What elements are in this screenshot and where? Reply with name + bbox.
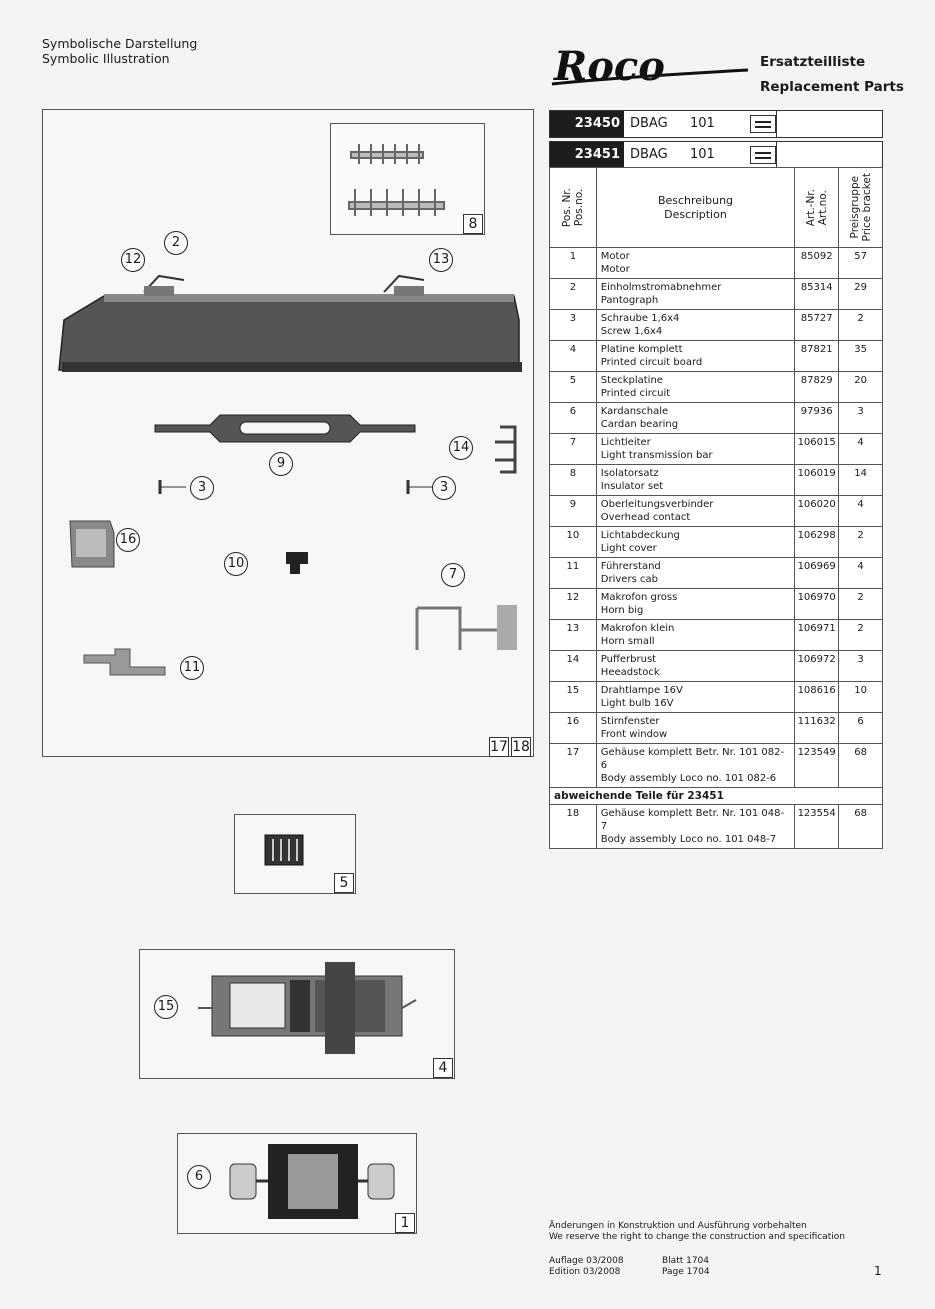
- description-en: Overhead contact: [600, 512, 691, 523]
- locomotive-body: [44, 270, 534, 390]
- pos-number: 7: [550, 434, 597, 465]
- description: [596, 682, 794, 713]
- description-en: Horn small: [600, 636, 655, 647]
- description-de: Makrofon klein: [600, 623, 675, 634]
- description-de: Pufferbrust: [600, 654, 657, 665]
- pos-number: 5: [550, 372, 597, 403]
- table-row: [550, 805, 883, 849]
- description-en: Light bulb 16V: [600, 698, 674, 709]
- title-en: Replacement Parts: [760, 79, 904, 95]
- description: [596, 372, 794, 403]
- description-en: Horn big: [600, 605, 644, 616]
- callout-11: 11: [180, 656, 204, 680]
- article-number: 87829: [795, 372, 839, 403]
- table-row: [550, 403, 883, 434]
- callout-14: 14: [449, 436, 473, 460]
- article-number: 106020: [795, 496, 839, 527]
- sheet-en: Page 1704: [662, 1267, 710, 1277]
- overhead-contact-drawing: [150, 410, 420, 450]
- description-de: Steckplatine: [600, 375, 663, 386]
- price-bracket: 4: [839, 434, 883, 465]
- description-en: Motor: [600, 264, 630, 275]
- header-left: [42, 36, 197, 66]
- model-row-23451: [549, 141, 883, 169]
- table-row: [550, 744, 883, 788]
- description: [596, 558, 794, 589]
- description: [596, 496, 794, 527]
- description-en: Heeadstock: [600, 667, 660, 678]
- callout-9: 9: [269, 452, 293, 476]
- description-en: Insulator set: [600, 481, 664, 492]
- pos-number: 17: [550, 744, 597, 788]
- box-label-18: 18: [512, 739, 530, 755]
- callout-15: 15: [154, 995, 178, 1019]
- description-de: Motor: [600, 251, 630, 262]
- price-bracket: 2: [839, 589, 883, 620]
- pos-number: 16: [550, 713, 597, 744]
- footer-sheet: [662, 1256, 710, 1278]
- pos-number: 14: [550, 651, 597, 682]
- table-row: [550, 589, 883, 620]
- table-row: [550, 620, 883, 651]
- drivers-cab-drawing: [80, 645, 180, 680]
- description-de: Oberleitungsverbinder: [600, 499, 714, 510]
- table-header-row: [550, 168, 883, 248]
- description: [596, 744, 794, 788]
- motor-box: [177, 1133, 417, 1234]
- pos-number: 11: [550, 558, 597, 589]
- description-de: Platine komplett: [600, 344, 683, 355]
- article-number: 85727: [795, 310, 839, 341]
- pos-number: 1: [550, 248, 597, 279]
- description: [596, 465, 794, 496]
- description-de: Schraube 1,6x4: [600, 313, 680, 324]
- price-bracket: 35: [839, 341, 883, 372]
- equals-icon: [750, 115, 776, 133]
- price-bracket: 68: [839, 805, 883, 849]
- price-bracket: 4: [839, 496, 883, 527]
- light-cover-drawing: [282, 548, 312, 576]
- article-number: 123549: [795, 744, 839, 788]
- article-number: 106015: [795, 434, 839, 465]
- callout-2: 2: [164, 231, 188, 255]
- article-number: 106971: [795, 620, 839, 651]
- table-row: [550, 496, 883, 527]
- description-de: Isolatorsatz: [600, 468, 659, 479]
- description-de: Makrofon gross: [600, 592, 678, 603]
- callout-6: 6: [187, 1165, 211, 1189]
- callout-10: 10: [224, 552, 248, 576]
- pos-number: 10: [550, 527, 597, 558]
- col-art-header: Art.-Nr. Art.no.: [795, 168, 839, 248]
- note-de: Änderungen in Konstruktion und Ausführung vorbehalten: [549, 1221, 807, 1231]
- table-row: [550, 682, 883, 713]
- article-number: 106298: [795, 527, 839, 558]
- description: [596, 341, 794, 372]
- description-en: Body assembly Loco no. 101 048-7: [600, 834, 777, 845]
- description-en: Printed circuit: [600, 388, 671, 399]
- table-row: [550, 248, 883, 279]
- symbolic-en: Symbolic Illustration: [42, 51, 170, 66]
- pos-number: 9: [550, 496, 597, 527]
- header-right: [760, 50, 904, 100]
- price-bracket: 20: [839, 372, 883, 403]
- box-label-1: 1: [395, 1213, 415, 1233]
- description-en: Screw 1,6x4: [600, 326, 663, 337]
- headstock-drawing: [490, 422, 525, 477]
- pos-number: 15: [550, 682, 597, 713]
- article-number: 106970: [795, 589, 839, 620]
- description-de: Gehäuse komplett Betr. Nr. 101 048-7: [600, 808, 785, 832]
- description: [596, 527, 794, 558]
- description: [596, 279, 794, 310]
- col-price-header: Preisgruppe Price bracket: [839, 168, 883, 248]
- article-number: 106972: [795, 651, 839, 682]
- table-row: [550, 713, 883, 744]
- description-en: Drivers cab: [600, 574, 658, 585]
- article-number: 97936: [795, 403, 839, 434]
- description: [596, 713, 794, 744]
- callout-12: 12: [121, 248, 145, 272]
- description: [596, 434, 794, 465]
- description-en: Front window: [600, 729, 668, 740]
- symbolic-de: Symbolische Darstellung: [42, 36, 198, 51]
- price-bracket: 10: [839, 682, 883, 713]
- pos-number: 2: [550, 279, 597, 310]
- article-number: 123554: [795, 805, 839, 849]
- description: [596, 589, 794, 620]
- table-row: [550, 527, 883, 558]
- model-version: 101: [690, 116, 715, 131]
- footer-edition: [549, 1256, 624, 1278]
- article-number: 85092: [795, 248, 839, 279]
- page-number: 1: [874, 1264, 882, 1278]
- equals-icon: [750, 146, 776, 164]
- article-number: 108616: [795, 682, 839, 713]
- pos-number: 13: [550, 620, 597, 651]
- price-bracket: 4: [839, 558, 883, 589]
- article-number: 87821: [795, 341, 839, 372]
- description-en: Light transmission bar: [600, 450, 713, 461]
- insulator-drawing: [331, 124, 484, 234]
- table-row: [550, 558, 883, 589]
- model-number: 23450: [550, 111, 624, 137]
- edition-en: Edition 03/2008: [549, 1267, 621, 1277]
- edition-de: Auflage 03/2008: [549, 1256, 624, 1266]
- description: [596, 248, 794, 279]
- circuit-board-box: [139, 949, 455, 1079]
- price-bracket: 57: [839, 248, 883, 279]
- pos-number: 8: [550, 465, 597, 496]
- callout-3-right: 3: [432, 476, 456, 500]
- table-row: [550, 310, 883, 341]
- model-version: 101: [690, 147, 715, 162]
- description-en: Printed circuit board: [600, 357, 703, 368]
- box-label-5: 5: [334, 873, 354, 893]
- section-row: [550, 788, 883, 805]
- pos-number: 6: [550, 403, 597, 434]
- parts-table: [549, 167, 883, 849]
- description-de: Drahtlampe 16V: [600, 685, 683, 696]
- brand-text: Roco: [554, 43, 665, 90]
- article-number: 85314: [795, 279, 839, 310]
- table-row: [550, 651, 883, 682]
- note-en: We reserve the right to change the construction and specification: [549, 1232, 845, 1242]
- light-bar-drawing: [405, 590, 525, 660]
- callout-13: 13: [429, 248, 453, 272]
- pos-number: 4: [550, 341, 597, 372]
- description: [596, 403, 794, 434]
- col-pos-header: Pos. Nr. Pos.no.: [550, 168, 597, 248]
- price-bracket: 68: [839, 744, 883, 788]
- model-name: DBAG: [630, 147, 668, 162]
- description: [596, 651, 794, 682]
- description-de: Lichtleiter: [600, 437, 651, 448]
- model-number: 23451: [550, 142, 624, 168]
- table-row: [550, 434, 883, 465]
- price-bracket: 2: [839, 527, 883, 558]
- callout-3-left: 3: [190, 476, 214, 500]
- description-de: Gehäuse komplett Betr. Nr. 101 082-6: [600, 747, 785, 771]
- article-number: 106019: [795, 465, 839, 496]
- pos-number: 12: [550, 589, 597, 620]
- price-bracket: 3: [839, 403, 883, 434]
- title-de: Ersatzteilliste: [760, 54, 866, 70]
- motor-drawing: [178, 1134, 416, 1233]
- pos-number: 18: [550, 805, 597, 849]
- description-de: Kardanschale: [600, 406, 669, 417]
- footer-note: [549, 1221, 845, 1243]
- price-bracket: 2: [839, 620, 883, 651]
- callout-16: 16: [116, 528, 140, 552]
- insulator-box: [330, 123, 485, 235]
- description-en: Body assembly Loco no. 101 082-6: [600, 773, 777, 784]
- description-de: Einholmstromabnehmer: [600, 282, 722, 293]
- roco-logo: [548, 40, 753, 98]
- price-bracket: 3: [839, 651, 883, 682]
- article-number: 106969: [795, 558, 839, 589]
- price-bracket: 29: [839, 279, 883, 310]
- description-de: Führerstand: [600, 561, 661, 572]
- sheet-de: Blatt 1704: [662, 1256, 710, 1266]
- pos-number: 3: [550, 310, 597, 341]
- box-label-8: 8: [463, 214, 483, 234]
- box-label-17: 17: [490, 739, 508, 755]
- article-number: 111632: [795, 713, 839, 744]
- section-label: abweichende Teile für 23451: [550, 788, 883, 805]
- description-en: Cardan bearing: [600, 419, 679, 430]
- table-row: [550, 279, 883, 310]
- description-en: Pantograph: [600, 295, 659, 306]
- description: [596, 805, 794, 849]
- price-bracket: 2: [839, 310, 883, 341]
- col-desc-header: Beschreibung Description: [596, 168, 794, 248]
- circuit-board-drawing: [140, 950, 454, 1078]
- description-de: Lichtabdeckung: [600, 530, 680, 541]
- model-row-23450: [549, 110, 883, 138]
- description-de: Stirnfenster: [600, 716, 660, 727]
- box-label-4: 4: [433, 1058, 453, 1078]
- table-row: [550, 465, 883, 496]
- divider: [776, 142, 777, 168]
- price-bracket: 14: [839, 465, 883, 496]
- table-row: [550, 341, 883, 372]
- model-name: DBAG: [630, 116, 668, 131]
- description: [596, 310, 794, 341]
- description: [596, 620, 794, 651]
- table-row: [550, 372, 883, 403]
- price-bracket: 6: [839, 713, 883, 744]
- divider: [776, 111, 777, 137]
- callout-7: 7: [441, 563, 465, 587]
- description-en: Light cover: [600, 543, 657, 554]
- front-window-drawing: [62, 515, 124, 577]
